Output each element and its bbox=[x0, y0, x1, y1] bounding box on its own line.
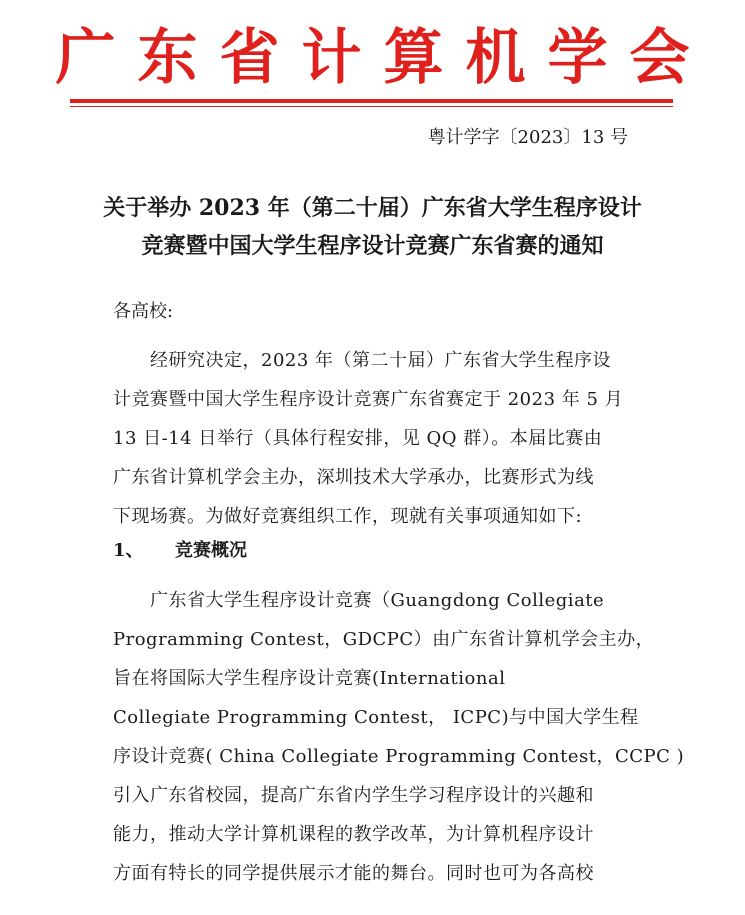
paragraph-line: Collegiate Programming Contest， ICPC)与中国大学生程 bbox=[113, 707, 639, 728]
paragraph-line: 计竞赛暨中国大学生程序设计竞赛广东省赛定于 2023 年 5 月 bbox=[113, 389, 624, 410]
paragraph-line: 旨在将国际大学生程序设计竞赛(International bbox=[113, 668, 506, 689]
section-heading-1 bbox=[113, 538, 247, 564]
notice-title-line-2: 竞赛暨中国大学生程序设计竞赛广东省赛的通知 bbox=[141, 233, 604, 259]
paragraph-line: 下现场赛。为做好竞赛组织工作，现就有关事项通知如下: bbox=[113, 506, 583, 527]
paragraph-line: 广东省大学生程序设计竞赛（Guangdong Collegiate bbox=[113, 590, 605, 611]
salutation: 各高校: bbox=[113, 301, 174, 322]
paragraph-line: 广东省计算机学会主办，深圳技术大学承办，比赛形式为线 bbox=[113, 467, 594, 488]
notice-title-line-1: 关于举办 2023 年（第二十届）广东省大学生程序设计 bbox=[103, 195, 642, 221]
paragraph-line: 能力，推动大学计算机课程的教学改革，为计算机程序设计 bbox=[113, 824, 594, 845]
paragraph-line: 方面有特长的同学提供展示才能的舞台。同时也可为各高校 bbox=[113, 863, 594, 884]
paragraph-overview bbox=[113, 581, 685, 893]
paragraph-line: 13 日-14 日举行（具体行程安排，见 QQ 群）。本届比赛由 bbox=[113, 428, 603, 449]
organization-header-title: 广东省计算机学会 bbox=[55, 23, 712, 93]
paragraph-line: 经研究决定，2023 年（第二十届）广东省大学生程序设 bbox=[113, 350, 612, 371]
paragraph-intro bbox=[113, 341, 638, 536]
paragraph-line: 序设计竞赛( China Collegiate Programming Contest，CCPC ) bbox=[113, 746, 685, 767]
section-title: 竞赛概况 bbox=[175, 540, 247, 561]
document-number: 粤计学字〔2023〕13 号 bbox=[427, 127, 628, 148]
header-red-rule-thin bbox=[70, 106, 673, 107]
header-red-rule-thick bbox=[70, 99, 673, 103]
paragraph-line: Programming Contest，GDCPC）由广东省计算机学会主办， bbox=[113, 629, 655, 650]
notice-title bbox=[100, 189, 645, 265]
paragraph-line: 引入广东省校园，提高广东省内学生学习程序设计的兴趣和 bbox=[113, 785, 594, 806]
section-number: 1、 bbox=[113, 540, 144, 561]
